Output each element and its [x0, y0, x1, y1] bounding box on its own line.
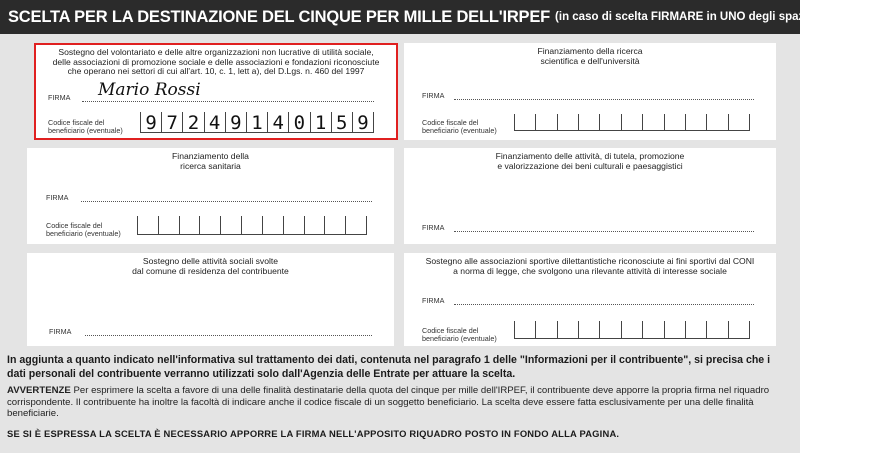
- cf-digit[interactable]: [246, 112, 267, 132]
- cf-digit[interactable]: [706, 114, 727, 130]
- box-beni-culturali-title: [404, 152, 776, 171]
- box-title-line: Sostegno del volontariato e delle altre organizzazioni non lucrative di utilità sociale,: [58, 47, 374, 57]
- box-title-line: e valorizzazione dei beni culturali e paesaggistici: [497, 160, 683, 171]
- codice-fiscale-field[interactable]: [514, 114, 750, 131]
- cf-digit[interactable]: [664, 321, 685, 338]
- cf-digit[interactable]: [345, 216, 367, 234]
- avvertenze: [7, 385, 790, 420]
- cf-digit[interactable]: [241, 216, 262, 234]
- cf-digit[interactable]: [535, 321, 556, 338]
- box-title-line: Finanziamento della ricerca: [537, 46, 643, 56]
- cf-label-line: beneficiario (eventuale): [46, 229, 121, 239]
- cf-digit-value: 2: [187, 112, 200, 134]
- signature-line[interactable]: [82, 101, 374, 102]
- cf-label-line: Codice fiscale del: [422, 326, 479, 335]
- cf-digit[interactable]: [220, 216, 241, 234]
- cf-digit[interactable]: [578, 114, 599, 130]
- box-associazioni-sportive[interactable]: [404, 253, 776, 346]
- cf-label-line: Codice fiscale del: [48, 118, 105, 127]
- form-title: SCELTA PER LA DESTINAZIONE DEL CINQUE PER MILLE DELL'IRPEF: [8, 7, 551, 26]
- cf-digit-value: 5: [336, 112, 348, 134]
- box-attivita-sociali[interactable]: [27, 253, 394, 346]
- cf-digit[interactable]: [599, 114, 620, 130]
- box-title-line: a norma di legge, che svolgono una rilevante attività di interesse sociale: [453, 265, 727, 276]
- cf-digit-value: 9: [230, 112, 242, 134]
- cf-digit[interactable]: [161, 112, 182, 132]
- box-title-line: Sostegno alle associazioni sportive dilettantistiche riconosciute ai fini sportivi dal CONI: [425, 256, 755, 266]
- signature-line[interactable]: [85, 335, 372, 336]
- cf-digit[interactable]: [179, 216, 200, 234]
- cf-digit[interactable]: [642, 114, 663, 130]
- cf-digit[interactable]: [621, 321, 642, 338]
- cf-digit-value: 1: [314, 112, 327, 134]
- box-volontariato[interactable]: [34, 43, 398, 140]
- cf-digit[interactable]: [158, 216, 179, 234]
- cf-digit[interactable]: [664, 114, 685, 130]
- cf-label-line: Codice fiscale del: [422, 118, 479, 127]
- cf-label-line: beneficiario (eventuale): [422, 126, 497, 136]
- signature-line[interactable]: [454, 304, 754, 305]
- box-volontariato-title: [36, 48, 396, 77]
- cf-digit-value: 7: [166, 112, 178, 134]
- cf-digit[interactable]: [728, 321, 750, 338]
- cf-digit[interactable]: [283, 216, 304, 234]
- cf-digit[interactable]: [535, 114, 556, 130]
- final-notice: SE SI È ESPRESSA LA SCELTA È NECESSARIO APPORRE LA FIRMA NELL'APPOSITO RIQUADRO POSTO IN FONDO ALLA PAGINA.: [7, 428, 620, 439]
- cf-digit[interactable]: [140, 112, 161, 132]
- signature[interactable]: Mario Rossi: [98, 80, 201, 100]
- box-title-line: Finanziamento della: [172, 151, 249, 161]
- firma-label: FIRMA: [422, 296, 445, 305]
- box-title-line: dal comune di residenza del contribuente: [132, 265, 289, 276]
- codice-fiscale-label: [46, 222, 121, 239]
- cf-digit[interactable]: [514, 114, 535, 130]
- cf-digit[interactable]: [310, 112, 331, 132]
- box-ricerca-scientifica[interactable]: [404, 43, 776, 140]
- cf-digit[interactable]: [578, 321, 599, 338]
- cf-digit[interactable]: [182, 112, 203, 132]
- cf-digit[interactable]: [642, 321, 663, 338]
- cf-digit[interactable]: [199, 216, 220, 234]
- cf-digit[interactable]: [557, 114, 578, 130]
- box-ricerca-sanitaria-title: [27, 152, 394, 171]
- avvertenze-text: Per esprimere la scelta a favore di una delle finalità destinatarie della quota del cinque per mille dell'IRPEF, il contribuente deve apporre la propria firma nel riquadro corrispondente. Il contribuente ha inoltre la facoltà di indicare anche il codice fiscale di un soggetto beneficiario. La scelta deve essere fatta esclusivamente per una delle finalità beneficiarie.: [7, 385, 770, 419]
- avvertenze-label: AVVERTENZE: [7, 385, 71, 396]
- firma-label: FIRMA: [46, 193, 69, 202]
- cf-digit-value: 4: [208, 112, 221, 134]
- cf-digit[interactable]: [599, 321, 620, 338]
- cf-digit[interactable]: [262, 216, 283, 234]
- form-subtitle: (in caso di scelta FIRMARE in UNO degli spazi sottostanti): [555, 11, 873, 23]
- form-header: [0, 0, 873, 34]
- cf-label-line: beneficiario (eventuale): [422, 334, 497, 344]
- cf-digit[interactable]: [685, 321, 706, 338]
- codice-fiscale-label: [48, 119, 123, 136]
- cf-digit[interactable]: [267, 112, 288, 132]
- box-beni-culturali[interactable]: [404, 148, 776, 244]
- cf-digit[interactable]: [225, 112, 246, 132]
- cf-digit-value: 0: [293, 112, 306, 134]
- box-title-line: Sostegno delle attività sociali svolte: [142, 256, 279, 266]
- box-associazioni-sportive-title: [404, 257, 776, 276]
- signature-line[interactable]: [454, 231, 754, 232]
- cf-digit-value: 9: [145, 112, 157, 134]
- cf-digit[interactable]: [557, 321, 578, 338]
- firma-label: FIRMA: [49, 327, 72, 336]
- box-title-line: che operano nei settori di cui all'art. 10, c. 1, lett a), del D.Lgs. n. 460 del 1997: [67, 66, 365, 77]
- box-title-line: scientifica e dell'università: [540, 55, 640, 66]
- cf-digit-value: 1: [251, 112, 263, 134]
- firma-label: FIRMA: [422, 223, 445, 232]
- privacy-info: In aggiunta a quanto indicato nell'informativa sul trattamento dei dati, contenuta nel paragrafo 1 delle "Informazioni per il contribuente", si precisa che i dati personali del contribuente verranno utilizzati solo dall'Agenzia delle Entrate per attuare la scelta.: [7, 354, 771, 380]
- cf-digit-value: 9: [357, 112, 369, 134]
- firma-label: FIRMA: [422, 91, 445, 100]
- cf-digit[interactable]: [728, 114, 750, 130]
- codice-fiscale-field[interactable]: [140, 112, 374, 133]
- codice-fiscale-label: [422, 327, 497, 344]
- cf-digit[interactable]: [514, 321, 535, 338]
- cf-digit[interactable]: [706, 321, 727, 338]
- firma-label: FIRMA: [48, 93, 71, 102]
- box-ricerca-scientifica-title: [404, 47, 776, 66]
- cf-digit[interactable]: [331, 112, 352, 132]
- cf-digit-value: 4: [272, 112, 284, 134]
- codice-fiscale-field[interactable]: [514, 321, 750, 339]
- signature-line[interactable]: [454, 99, 754, 100]
- codice-fiscale-field[interactable]: [137, 216, 367, 235]
- box-title-line: ricerca sanitaria: [180, 160, 241, 171]
- cf-label-line: Codice fiscale del: [46, 221, 103, 230]
- box-title-line: delle associazioni di promozione sociale e delle associazioni e fondazioni riconosciute: [52, 56, 380, 67]
- cf-digit[interactable]: [685, 114, 706, 130]
- cf-label-line: beneficiario (eventuale): [48, 126, 123, 136]
- box-title-line: Finanziamento delle attività, di tutela, promozione: [495, 151, 685, 161]
- cf-digit[interactable]: [137, 216, 158, 234]
- cf-digit[interactable]: [352, 112, 374, 132]
- cf-digit[interactable]: [204, 112, 225, 132]
- signature-line[interactable]: [81, 201, 372, 202]
- cf-digit[interactable]: [621, 114, 642, 130]
- box-attivita-sociali-title: [27, 257, 394, 276]
- codice-fiscale-label: [422, 119, 497, 136]
- cf-digit[interactable]: [288, 112, 309, 132]
- box-ricerca-sanitaria[interactable]: [27, 148, 394, 244]
- cf-digit[interactable]: [304, 216, 325, 234]
- cf-digit[interactable]: [324, 216, 345, 234]
